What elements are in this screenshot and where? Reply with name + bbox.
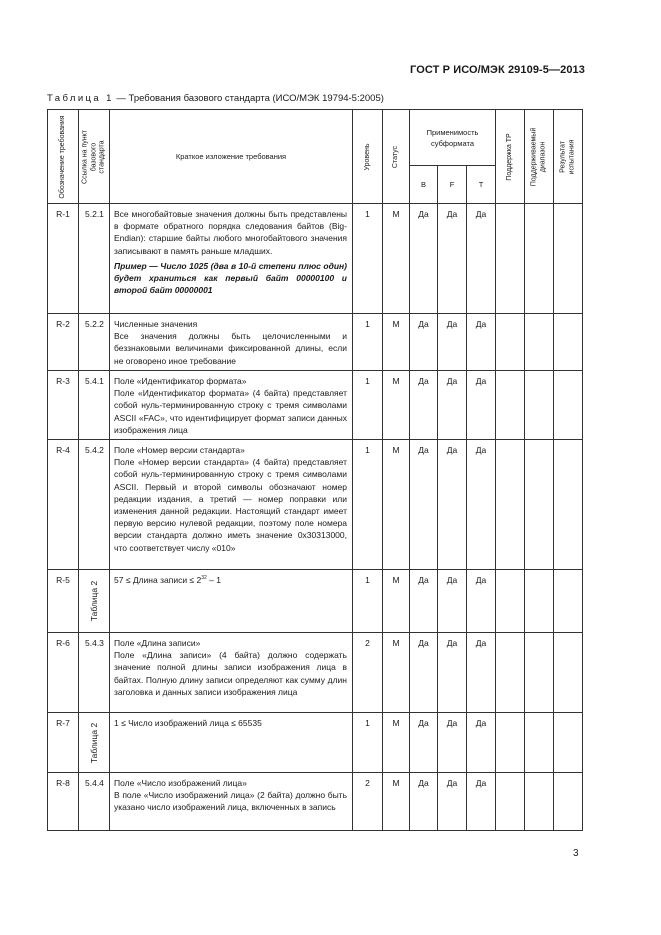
- row-desc: [110, 570, 353, 633]
- row-t: Да: [467, 314, 496, 371]
- row-desc-text: Все многобайтовые значения должны быть представлены в формате обратного порядка следования байтов (Big-Endian): старшие байты любого многобайтового значения записывают в память раньше младших.: [114, 209, 347, 256]
- row-f: Да: [438, 440, 467, 570]
- row-f: Да: [438, 204, 467, 314]
- table-row: [48, 570, 583, 633]
- row-range: [525, 314, 554, 371]
- row-desc-text: Численные значения Все значения должны быть целочисленными и беззнаковыми величинами фиксированной длины, если не оговорено иное требование: [114, 319, 347, 366]
- row-desc: [110, 633, 353, 713]
- table-row: [48, 371, 583, 440]
- row-desc: [110, 713, 353, 773]
- row-tp: [496, 773, 525, 831]
- table-row: [48, 314, 583, 371]
- header-sub-b: B: [410, 166, 438, 204]
- row-status: M: [383, 633, 410, 713]
- header-reference: Ссылка на пункт базового стандарта: [79, 110, 110, 204]
- row-b: Да: [410, 371, 438, 440]
- header-sub-f: F: [438, 166, 467, 204]
- row-status: M: [383, 713, 410, 773]
- row-ref: 5.2.2: [79, 314, 110, 371]
- row-tp: [496, 440, 525, 570]
- header-designation: Обозначение требования: [48, 110, 79, 204]
- table-row: [48, 440, 583, 570]
- header-test-result: Результат испытания: [554, 110, 583, 204]
- document-code: ГОСТ Р ИСО/МЭК 29109-5—2013: [410, 64, 585, 76]
- row-result: [554, 314, 583, 371]
- row-f: Да: [438, 371, 467, 440]
- row-level: 2: [353, 633, 383, 713]
- row-desc: [110, 314, 353, 371]
- row-f: Да: [438, 713, 467, 773]
- table-label: Таблица 1: [47, 93, 114, 104]
- table-row: [48, 773, 583, 831]
- row-range: [525, 371, 554, 440]
- row-id: R-7: [48, 713, 79, 773]
- row-id: R-8: [48, 773, 79, 831]
- row-desc-text: 1 ≤ Число изображений лица ≤ 65535: [114, 718, 262, 729]
- row-level: 1: [353, 204, 383, 314]
- row-result: [554, 713, 583, 773]
- row-desc-text: 57 ≤ Длина записи ≤ $2^{32} - 1$: [114, 575, 221, 586]
- row-status: M: [383, 314, 410, 371]
- row-desc-text: Поле «Идентификатор формата» Поле «Идентификатор формата» (4 байта) представляет собой нуль-терминированную строку с тремя символами ASCII «FAC», что идентифицирует формат записи данных изображения лица: [114, 376, 347, 435]
- row-id: R-5: [48, 570, 79, 633]
- row-t: Да: [467, 773, 496, 831]
- row-b: Да: [410, 633, 438, 713]
- row-level: 1: [353, 314, 383, 371]
- row-desc: [110, 773, 353, 831]
- table-title: [47, 93, 384, 104]
- table-row: [48, 633, 583, 713]
- row-level: 1: [353, 371, 383, 440]
- row-level: 2: [353, 773, 383, 831]
- row-result: [554, 371, 583, 440]
- row-level: 1: [353, 713, 383, 773]
- row-ref: 5.4.2: [79, 440, 110, 570]
- row-range: [525, 570, 554, 633]
- row-result: [554, 773, 583, 831]
- row-range: [525, 713, 554, 773]
- row-range: [525, 440, 554, 570]
- header-tp-support: Поддержка ТР: [496, 110, 525, 204]
- row-status: M: [383, 773, 410, 831]
- row-desc-text: Поле «Длина записи» Поле «Длина записи» (4 байта) должно содержать значение полной длины записи изображения лица в байтах. Полную длину записи определяют как сумму длин заголовка и данных записи изображения лица: [114, 638, 347, 697]
- row-ref: 5.4.4: [79, 773, 110, 831]
- row-t: Да: [467, 371, 496, 440]
- row-level: 1: [353, 570, 383, 633]
- row-desc-text: Поле «Число изображений лица» В поле «Число изображений лица» (2 байта) должно быть указано число изображений лица, включенных в запись: [114, 778, 347, 813]
- row-range: [525, 204, 554, 314]
- row-result: [554, 570, 583, 633]
- row-b: Да: [410, 204, 438, 314]
- table-row: [48, 204, 583, 314]
- row-id: R-3: [48, 371, 79, 440]
- row-t: Да: [467, 633, 496, 713]
- row-t: Да: [467, 570, 496, 633]
- row-tp: [496, 314, 525, 371]
- row-t: Да: [467, 440, 496, 570]
- row-id: R-1: [48, 204, 79, 314]
- row-example: Пример — Число 1025 (два в 10-й степени плюс один) будет храниться как первый байт 00000100 и второй байт 00000001: [114, 260, 347, 296]
- header-applicability: Применимость субформата: [410, 110, 496, 166]
- requirements-table: [47, 109, 583, 831]
- row-t: Да: [467, 204, 496, 314]
- row-b: Да: [410, 314, 438, 371]
- row-result: [554, 633, 583, 713]
- row-status: M: [383, 371, 410, 440]
- row-desc: [110, 371, 353, 440]
- row-tp: [496, 713, 525, 773]
- row-b: Да: [410, 713, 438, 773]
- row-tp: [496, 633, 525, 713]
- row-desc: [110, 204, 353, 314]
- row-b: Да: [410, 570, 438, 633]
- row-desc-text: Поле «Номер версии стандарта» Поле «Номер версии стандарта» (4 байта) представляет собой нуль-терминированную строку с тремя символами ASCII. Первый и второй символы обозначают номер редакции издания, а третий — номер поправки или изменения данной редакции. Настоящий стандарт имеет первую версию нулевой редакции, поэтому поле номера версии стандарта должно иметь значение 0x30313000, что соответствует числу «010»: [114, 445, 347, 553]
- row-id: R-4: [48, 440, 79, 570]
- row-t: Да: [467, 713, 496, 773]
- header-summary: Краткое изложение требования: [110, 110, 353, 204]
- row-tp: [496, 570, 525, 633]
- row-status: M: [383, 570, 410, 633]
- row-f: Да: [438, 633, 467, 713]
- row-level: 1: [353, 440, 383, 570]
- header-status: Статус: [383, 110, 410, 204]
- row-status: M: [383, 204, 410, 314]
- row-b: Да: [410, 440, 438, 570]
- row-ref: [79, 713, 110, 773]
- table-caption: — Требования базового стандарта (ИСО/МЭК 19794-5:2005): [113, 93, 384, 104]
- row-f: Да: [438, 773, 467, 831]
- row-id: R-6: [48, 633, 79, 713]
- row-f: Да: [438, 314, 467, 371]
- row-range: [525, 773, 554, 831]
- header-sub-t: T: [467, 166, 496, 204]
- row-range: [525, 633, 554, 713]
- row-desc: [110, 440, 353, 570]
- row-status: M: [383, 440, 410, 570]
- row-ref-text: Таблица 2: [88, 580, 99, 622]
- row-ref: [79, 570, 110, 633]
- row-ref: 5.2.1: [79, 204, 110, 314]
- row-f: Да: [438, 570, 467, 633]
- row-tp: [496, 204, 525, 314]
- row-b: Да: [410, 773, 438, 831]
- row-id: R-2: [48, 314, 79, 371]
- row-ref-text: Таблица 2: [88, 722, 99, 763]
- header-supported-range: Поддерживаемый диапазон: [525, 110, 554, 204]
- row-result: [554, 204, 583, 314]
- row-ref: 5.4.3: [79, 633, 110, 713]
- row-ref: 5.4.1: [79, 371, 110, 440]
- page-number: 3: [573, 848, 579, 859]
- row-tp: [496, 371, 525, 440]
- header-level: Уровень: [353, 110, 383, 204]
- row-result: [554, 440, 583, 570]
- table-row: [48, 713, 583, 773]
